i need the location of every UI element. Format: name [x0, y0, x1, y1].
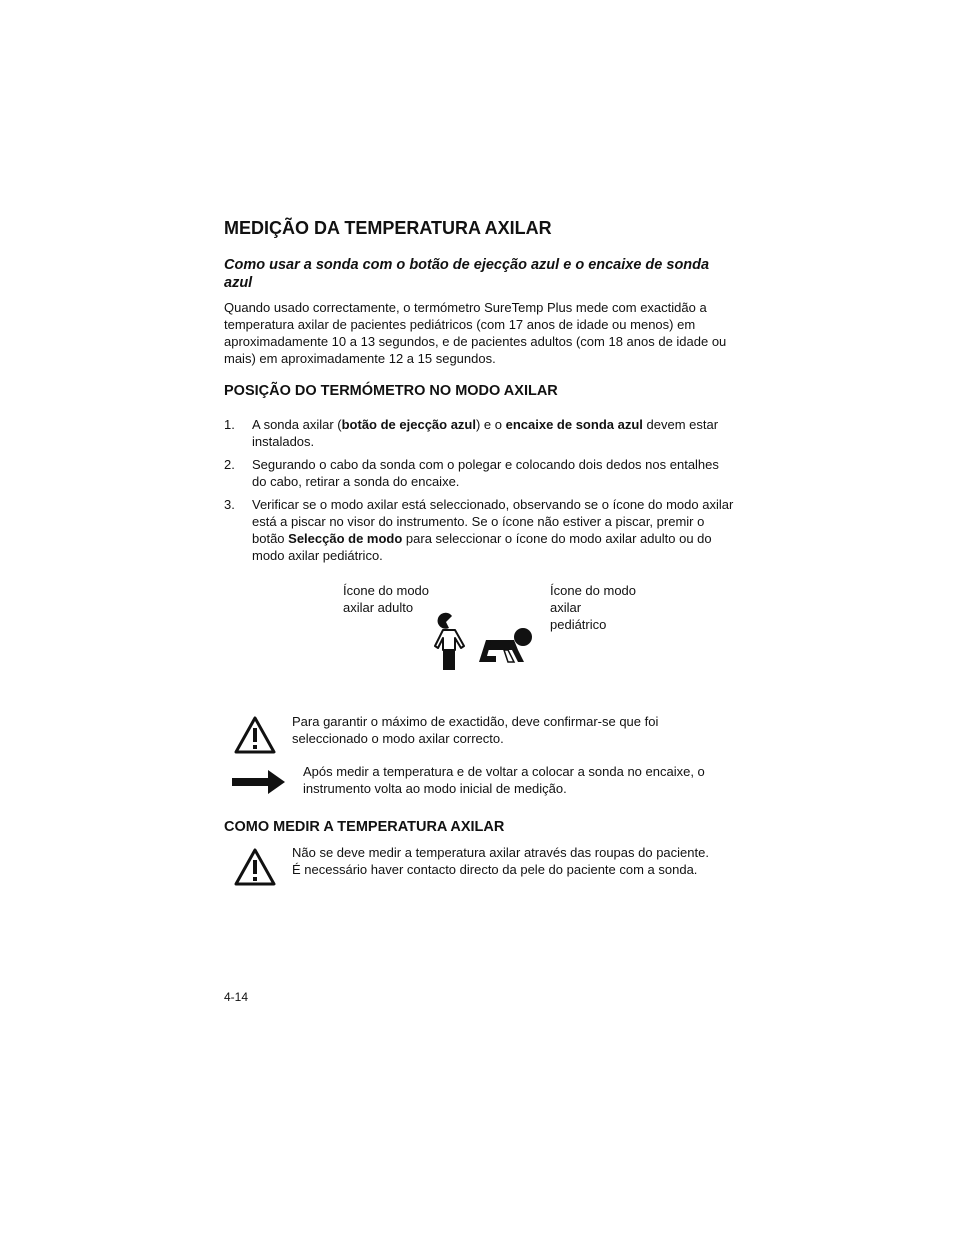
step-text: Verificar se o modo axilar está seleccionado, observando se o ícone do modo axilar está a piscar no visor do instrumento. Se o ícone não estiver a piscar, premir o botão	[252, 497, 734, 546]
list-item	[224, 496, 734, 564]
step-bold: encaixe de sonda azul	[505, 417, 643, 432]
note-text: Após medir a temperatura e de voltar a colocar a sonda no encaixe, o instrumento volta ao modo inicial de medição.	[303, 764, 705, 796]
page-number: 4-14	[224, 990, 249, 1004]
adult-figure-icon	[430, 608, 470, 672]
step-text: Segurando o cabo da sonda com o polegar e colocando dois dedos nos entalhes do cabo, retirar a sonda do encaixe.	[252, 457, 719, 489]
pediatric-icon-label: Ícone do modo axilar pediátrico	[550, 583, 637, 632]
warning-text: Não se deve medir a temperatura axilar através das roupas do paciente. É necessário haver contacto directo da pele do paciente com a sonda.	[292, 845, 709, 877]
crawling-child-icon	[476, 626, 536, 666]
step-text: ) e o	[475, 417, 506, 432]
arrow-right-icon	[232, 769, 286, 795]
step-text: A sonda axilar (	[252, 417, 342, 432]
intro-paragraph: Quando usado correctamente, o termómetro SureTemp Plus mede com exactidão a temperatura axilar de pacientes pediátricos (com 17 anos de idade ou menos) em aproximadamente 10 a 13 segundos, e de pacientes adultos (com 18 anos de idade ou mais) em aproximadamente 12 a 15 segundos.	[224, 300, 727, 366]
section-title-position: POSIÇÃO DO TERMÓMETRO NO MODO AXILAR	[224, 383, 558, 399]
warning-triangle-icon	[234, 716, 276, 754]
list-item	[224, 456, 734, 490]
page-title: MEDIÇÃO DA TEMPERATURA AXILAR	[224, 218, 552, 238]
adult-icon-label: Ícone do modo axilar adulto	[343, 583, 430, 615]
list-item	[224, 416, 734, 450]
step-number: 1.	[224, 417, 235, 432]
steps-list	[224, 416, 734, 570]
step-bold: Selecção de modo	[288, 531, 403, 546]
step-bold: botão de ejecção azul	[341, 417, 476, 432]
warning-triangle-icon	[234, 848, 276, 886]
subheading: Como usar a sonda com o botão de ejecção azul e o encaixe de sonda azul	[224, 257, 710, 291]
warning-text: Para garantir o máximo de exactidão, deve confirmar-se que foi seleccionado o modo axilar correcto.	[292, 714, 659, 746]
step-text: devem estar instalados.	[252, 417, 719, 449]
step-text: para seleccionar o ícone do modo axilar adulto ou do modo axilar pediátrico.	[252, 531, 712, 563]
step-number: 2.	[224, 457, 235, 472]
section-title-measure: COMO MEDIR A TEMPERATURA AXILAR	[224, 819, 505, 835]
step-number: 3.	[224, 497, 235, 512]
